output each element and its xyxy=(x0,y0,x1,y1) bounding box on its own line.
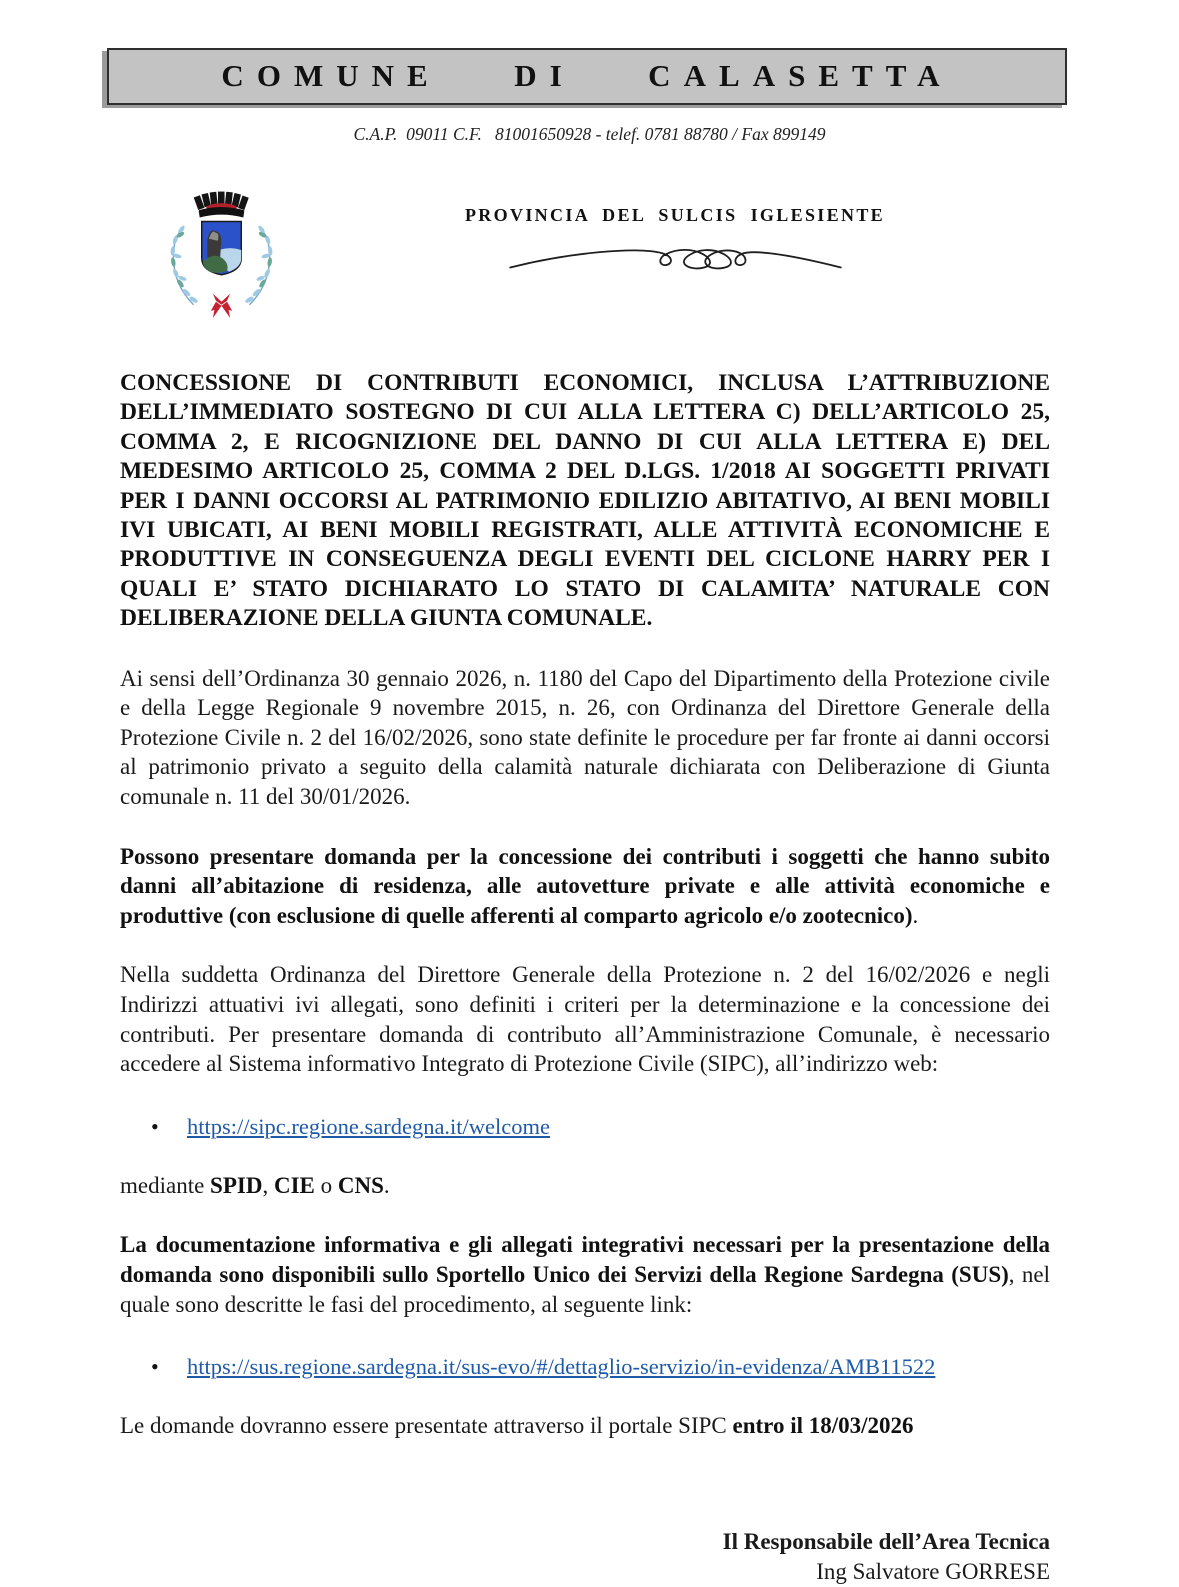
deadline-date: entro il 18/03/2026 xyxy=(732,1413,914,1439)
paragraph-nella-suddetta: Nella suddetta Ordinanza del Direttore Generale della Protezione n. 2 del 16/02/2026 e negli Indirizzi attuativi ivi allegati, sono definiti i criteri per la determinazione e la concessione dei contributi. Per presentare domanda di contributo all’Amministrazione Comunale, è necessario accedere al Sistema informativo Integrato di Protezione Civile (SIPC), all’indirizzo web: xyxy=(120,962,1050,1077)
paragraph-deadline xyxy=(120,1411,1050,1441)
signature-role: Il Responsabile dell’Area Tecnica xyxy=(722,1528,1050,1554)
ribbon-icon xyxy=(211,294,232,318)
spid-label: SPID xyxy=(210,1172,263,1198)
subject-paragraph: CONCESSIONE DI CONTRIBUTI ECONOMICI, INCLUSA L’ATTRIBUZIONE DELL’IMMEDIATO SOSTEGNO DI CUI ALLA LETTERA C) DELL’ARTICOLO 25, COMMA 2, E RICOGNIZIONE DEL DANNO DI CUI ALLA LETTERA E) DEL MEDESIMO ARTICOLO 25, COMMA 2 DEL D.LGS. 1/2018 AI SOGGETTI PRIVATI PER I DANNI OCCORSI AL PATRIMONIO EDILIZIO ABITATIVO, AI BENI MOBILI IVI UBICATI, AI BENI MOBILI REGISTRATI, ALLE ATTIVITÀ ECONOMICHE E PRODUTTIVE IN CONSEGUENZA DEGLI EVENTI DEL CICLONE HARRY PER I QUALI E’ STATO DICHIARATO LO STATO DI CALAMITA’ NATURALE CON DELIBERAZIONE DELLA GIUNTA COMUNALE. xyxy=(120,370,1050,632)
brand-row xyxy=(0,187,1179,369)
province-title: PROVINCIA DEL SULCIS IGLESIENTE xyxy=(464,205,886,225)
sus-service-link[interactable]: https://sus.regione.sardegna.it/sus-evo/#/dettaglio-servizio/in-evidenza/AMB11522 xyxy=(187,1354,936,1380)
municipality-header-box xyxy=(107,48,1067,105)
bullet-icon: • xyxy=(151,1354,159,1380)
municipality-title: COMUNE DI CALASETTA xyxy=(221,58,953,93)
signature-block xyxy=(120,1527,1050,1587)
bullet-icon: • xyxy=(151,1113,159,1139)
signature-name: Ing Salvatore GORRESE xyxy=(816,1558,1050,1584)
province-block xyxy=(460,205,890,281)
mediante-tail: . xyxy=(383,1172,390,1198)
mediante-sep1: , xyxy=(262,1172,274,1198)
paragraph-possono-tail: . xyxy=(912,902,919,928)
paragraph-documentazione-tail: , nel quale sono descritte le fasi del procedimento, al seguente link: xyxy=(120,1261,1051,1317)
deadline-prefix: Le domande dovranno essere presentate attraverso il portale SIPC xyxy=(120,1413,733,1439)
contact-info-line: C.A.P. 09011 C.F. 81001650928 - telef. 0781 88780 / Fax 899149 xyxy=(353,124,826,144)
municipal-crest-icon xyxy=(160,187,282,321)
paragraph-documentazione xyxy=(120,1230,1050,1319)
cie-label: CIE xyxy=(273,1172,315,1198)
bullet-item-sipc xyxy=(151,1113,1050,1141)
paragraph-documentazione-bold: La documentazione informativa e gli allegati integrativi necessari per la presentazione della domanda sono disponibili sullo Sportello Unico dei Servizi della Regione Sardegna (SUS) xyxy=(120,1232,1050,1287)
paragraph-possono xyxy=(120,842,1050,931)
paragraph-mediante xyxy=(120,1171,1050,1201)
cns-label: CNS xyxy=(337,1172,384,1198)
sipc-portal-link[interactable]: https://sipc.regione.sardegna.it/welcome xyxy=(187,1113,551,1139)
left-branch-icon xyxy=(170,225,198,305)
document-body xyxy=(120,369,1050,1587)
mediante-prefix: mediante xyxy=(120,1172,211,1198)
paragraph-ai-sensi: Ai sensi dell’Ordinanza 30 gennaio 2026, n. 1180 del Capo del Dipartimento della Protezione civile e della Legge Regionale 9 novembre 2015, n. 26, con Ordinanza del Direttore Generale della Protezione Civile n. 2 del 16/02/2026, sono state definite le procedure per far fronte ai danni occorsi al patrimonio privato a seguito della calamità naturale dichiarata con Deliberazione di Giunta comunale n. 11 del 30/01/2026. xyxy=(120,665,1050,810)
paragraph-possono-bold: Possono presentare domanda per la concessione dei contributi i soggetti che hanno subito danni all’abitazione di residenza, alle autovetture private e alle attività economiche e produttive (con esclusione di quelle afferenti al comparto agricolo e/o zootecnico) xyxy=(120,843,1050,928)
mediante-sep2: o xyxy=(314,1172,338,1198)
bullet-item-sus xyxy=(151,1353,1050,1381)
flourish-divider-icon xyxy=(503,238,848,276)
mural-crown-icon xyxy=(194,192,249,218)
right-branch-icon xyxy=(244,225,272,305)
